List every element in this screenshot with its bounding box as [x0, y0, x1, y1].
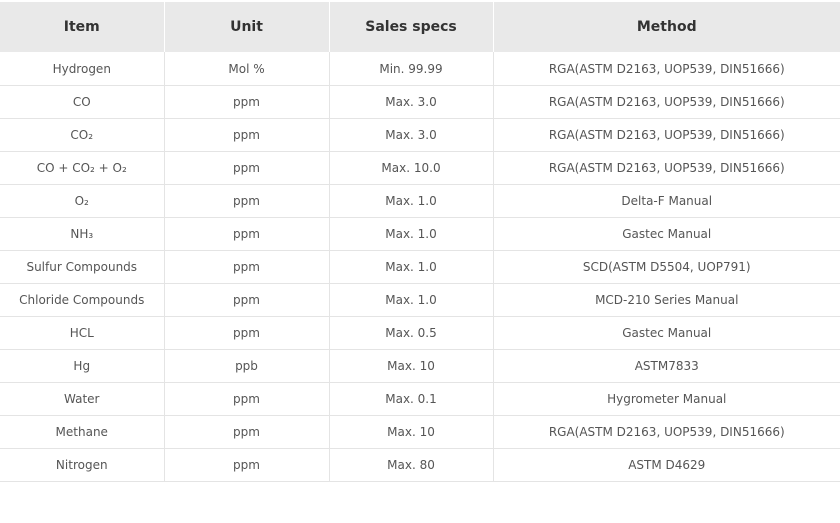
table-row	[0, 383, 840, 416]
table-row	[0, 449, 840, 482]
table-row	[0, 119, 840, 152]
table-row	[0, 251, 840, 284]
cell-unit: ppm	[164, 152, 329, 185]
cell-spec: Max. 1.0	[329, 251, 493, 284]
cell-unit: ppm	[164, 317, 329, 350]
cell-spec: Max. 10	[329, 416, 493, 449]
table-header-row	[0, 2, 840, 52]
cell-unit: ppb	[164, 350, 329, 383]
cell-method: SCD(ASTM D5504, UOP791)	[493, 251, 840, 284]
cell-spec: Max. 3.0	[329, 86, 493, 119]
cell-method: RGA(ASTM D2163, UOP539, DIN51666)	[493, 86, 840, 119]
cell-spec: Max. 80	[329, 449, 493, 482]
cell-item: CO₂	[0, 119, 164, 152]
cell-spec: Max. 10	[329, 350, 493, 383]
cell-spec: Max. 1.0	[329, 218, 493, 251]
cell-method: RGA(ASTM D2163, UOP539, DIN51666)	[493, 416, 840, 449]
cell-item: HCL	[0, 317, 164, 350]
cell-unit: ppm	[164, 251, 329, 284]
header-item: Item	[0, 2, 164, 52]
table-row	[0, 350, 840, 383]
cell-spec: Max. 1.0	[329, 185, 493, 218]
cell-method: Gastec Manual	[493, 317, 840, 350]
cell-spec: Max. 10.0	[329, 152, 493, 185]
cell-method: RGA(ASTM D2163, UOP539, DIN51666)	[493, 119, 840, 152]
cell-unit: ppm	[164, 119, 329, 152]
table-row	[0, 218, 840, 251]
cell-item: CO	[0, 86, 164, 119]
table-row	[0, 52, 840, 86]
table-row	[0, 317, 840, 350]
cell-method: Gastec Manual	[493, 218, 840, 251]
cell-method: RGA(ASTM D2163, UOP539, DIN51666)	[493, 52, 840, 86]
table-row	[0, 284, 840, 317]
cell-method: Hygrometer Manual	[493, 383, 840, 416]
cell-method: ASTM7833	[493, 350, 840, 383]
cell-item: Hydrogen	[0, 52, 164, 86]
cell-unit: ppm	[164, 86, 329, 119]
header-unit: Unit	[164, 2, 329, 52]
cell-unit: ppm	[164, 383, 329, 416]
cell-spec: Min. 99.99	[329, 52, 493, 86]
table-row	[0, 152, 840, 185]
cell-item: CO + CO₂ + O₂	[0, 152, 164, 185]
cell-item: Hg	[0, 350, 164, 383]
cell-unit: Mol %	[164, 52, 329, 86]
cell-method: Delta-F Manual	[493, 185, 840, 218]
cell-method: RGA(ASTM D2163, UOP539, DIN51666)	[493, 152, 840, 185]
cell-item: Methane	[0, 416, 164, 449]
cell-spec: Max. 0.1	[329, 383, 493, 416]
cell-method: MCD-210 Series Manual	[493, 284, 840, 317]
table-row	[0, 185, 840, 218]
hydrogen-spec-table	[0, 2, 840, 482]
cell-item: O₂	[0, 185, 164, 218]
table-row	[0, 416, 840, 449]
cell-item: Nitrogen	[0, 449, 164, 482]
cell-unit: ppm	[164, 185, 329, 218]
cell-spec: Max. 1.0	[329, 284, 493, 317]
cell-unit: ppm	[164, 449, 329, 482]
cell-spec: Max. 0.5	[329, 317, 493, 350]
cell-item: NH₃	[0, 218, 164, 251]
cell-item: Water	[0, 383, 164, 416]
table-row	[0, 86, 840, 119]
cell-spec: Max. 3.0	[329, 119, 493, 152]
cell-unit: ppm	[164, 416, 329, 449]
cell-item: Sulfur Compounds	[0, 251, 164, 284]
header-method: Method	[493, 2, 840, 52]
cell-item: Chloride Compounds	[0, 284, 164, 317]
cell-unit: ppm	[164, 284, 329, 317]
cell-method: ASTM D4629	[493, 449, 840, 482]
cell-unit: ppm	[164, 218, 329, 251]
header-sales-specs: Sales specs	[329, 2, 493, 52]
